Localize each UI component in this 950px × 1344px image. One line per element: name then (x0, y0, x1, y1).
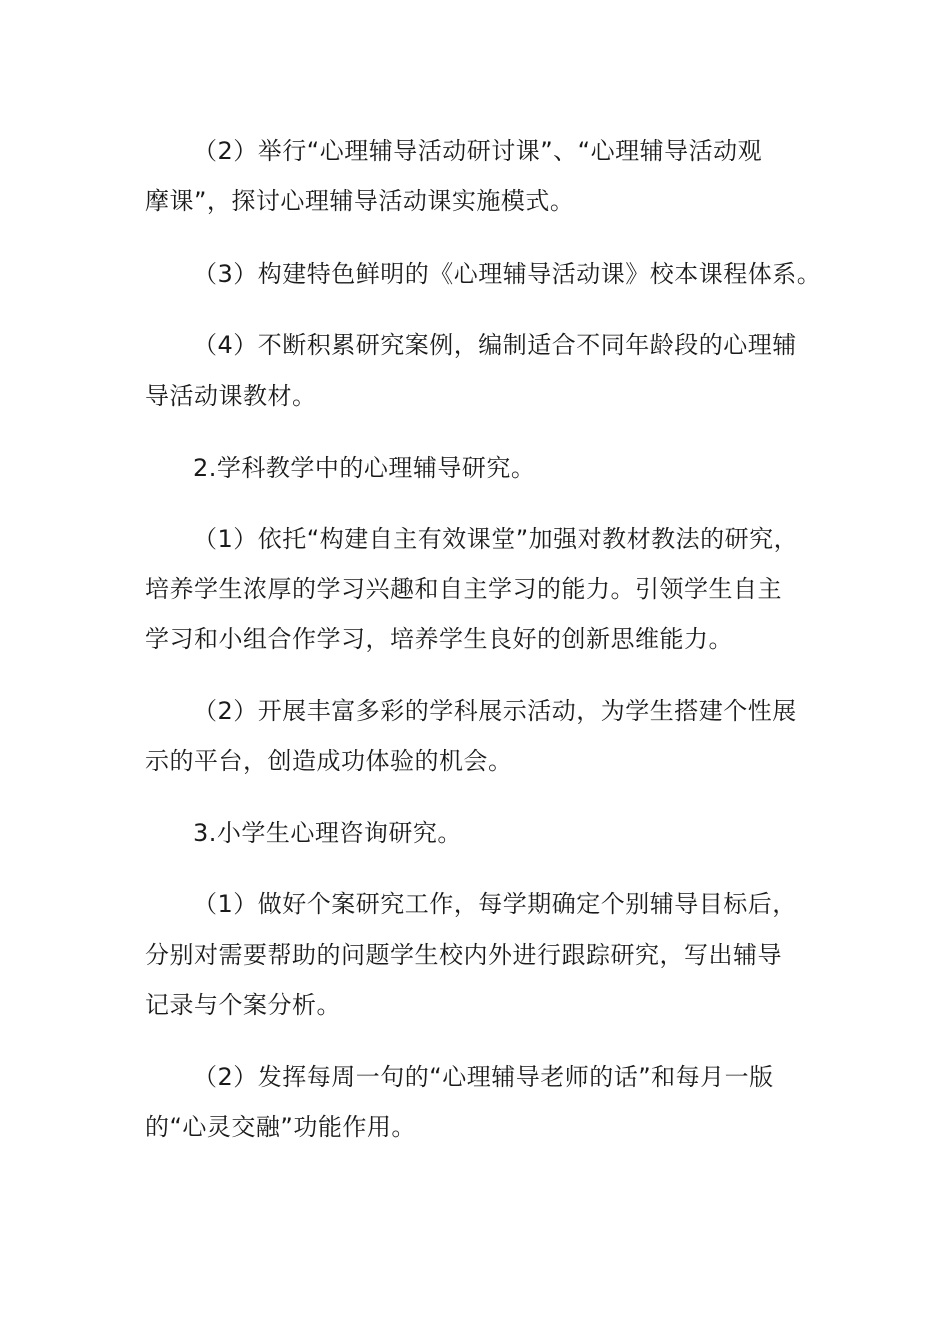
paragraph-5-line-3: 学习和小组合作学习，培养学生良好的创新思维能力。 (145, 625, 733, 653)
paragraph-5-line-1: （1）依托“构建自主有效课堂”加强对教材教法的研究， (193, 525, 799, 553)
paragraph-5-line-2: 培养学生浓厚的学习兴趣和自主学习的能力。引领学生自主 (145, 575, 782, 603)
section-heading-2: 2.学科教学中的心理辅导研究。 (193, 454, 536, 482)
paragraph-6-line-1: （2）开展丰富多彩的学科展示活动，为学生搭建个性展 (193, 697, 797, 725)
section-heading-3: 3.小学生心理咨询研究。 (193, 819, 462, 847)
paragraph-9-line-2: 的“心灵交融”功能作用。 (145, 1113, 416, 1141)
paragraph-1-line-1: （2）举行“心理辅导活动研讨课”、“心理辅导活动观 (193, 137, 763, 165)
paragraph-6-line-2: 示的平台，创造成功体验的机会。 (145, 747, 513, 775)
paragraph-3-line-2: 导活动课教材。 (145, 382, 317, 410)
paragraph-3-line-1: （4）不断积累研究案例，编制适合不同年龄段的心理辅 (193, 331, 797, 359)
paragraph-8-line-1: （1）做好个案研究工作，每学期确定个别辅导目标后， (193, 890, 797, 918)
paragraph-8-line-2: 分别对需要帮助的问题学生校内外进行跟踪研究，写出辅导 (145, 941, 782, 969)
paragraph-1-line-2: 摩课”，探讨心理辅导活动课实施模式。 (145, 187, 575, 215)
paragraph-8-line-3: 记录与个案分析。 (145, 991, 341, 1019)
paragraph-2-line-1: （3）构建特色鲜明的《心理辅导活动课》校本课程体系。 (193, 260, 822, 288)
paragraph-9-line-1: （2）发挥每周一句的“心理辅导老师的话”和每月一版 (193, 1063, 774, 1091)
